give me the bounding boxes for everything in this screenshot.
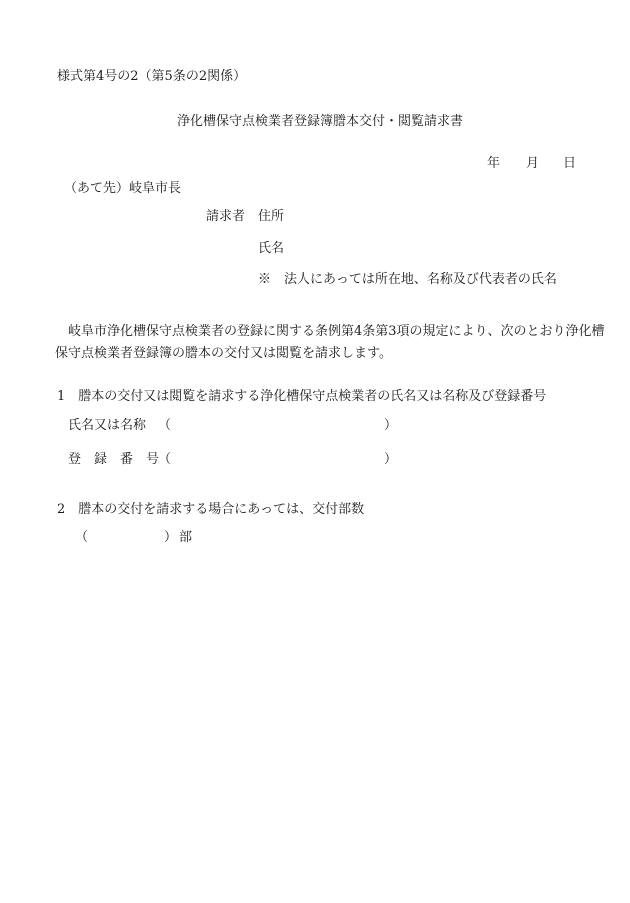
form-number: 様式第4号の2（第5条の2関係）: [57, 69, 247, 84]
requester-label: 請求者: [206, 209, 246, 224]
section-1-heading: 1 謄本の交付又は閲覧を請求する浄化槽保守点検業者の氏名又は名称及び登録番号: [57, 389, 547, 404]
copies-field[interactable]: [86, 526, 162, 546]
operator-name-label: 氏名又は名称: [68, 418, 147, 433]
copies-unit: 部: [179, 530, 193, 545]
name-label: 氏名: [258, 241, 285, 256]
operator-name-open-paren: （: [158, 418, 172, 433]
document-title: 浄化槽保守点検業者登録簿謄本交付・閲覧請求書: [177, 114, 464, 129]
date-month: 月: [526, 156, 540, 171]
copies-open-paren: （: [75, 530, 89, 545]
section-2-heading: 2 謄本の交付を請求する場合にあっては、交付部数: [57, 502, 365, 517]
copies-close-paren: ）: [164, 530, 178, 545]
registration-number-close-paren: ）: [384, 452, 398, 467]
operator-name-field[interactable]: [168, 414, 382, 434]
registration-number-label: 登 録 番 号: [68, 452, 160, 467]
address-label: 住所: [258, 209, 285, 224]
operator-name-close-paren: ）: [384, 418, 398, 433]
body-line-1: 岐阜市浄化槽保守点検業者の登録に関する条例第4条第3項の規定により、次のとおり浄化槽: [68, 324, 605, 339]
date-year: 年: [487, 156, 501, 171]
date-day: 日: [563, 156, 577, 171]
addressee: （あて先）岐阜市長: [64, 181, 182, 196]
registration-number-open-paren: （: [158, 452, 172, 467]
corporation-note: ※ 法人にあっては所在地、名称及び代表者の氏名: [258, 272, 557, 287]
registration-number-field[interactable]: [168, 448, 382, 468]
body-line-2: 保守点検業者登録簿の謄本の交付又は閲覧を請求します。: [55, 346, 392, 361]
